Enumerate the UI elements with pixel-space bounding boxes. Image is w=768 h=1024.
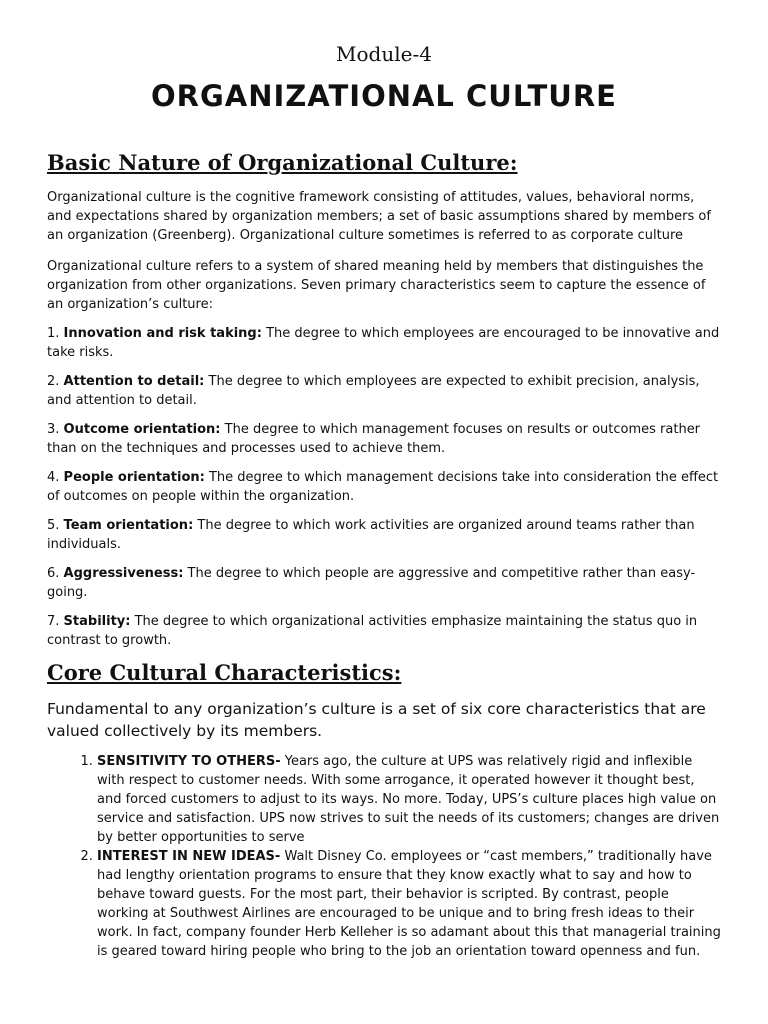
item-number: 7. [47, 614, 60, 629]
item-description: The degree to which work activities are organized around teams rather than individuals. [47, 518, 695, 552]
list-item [47, 468, 721, 506]
list-item [47, 420, 721, 458]
list-item [97, 752, 721, 847]
item-description: The degree to which employees are expected to exhibit precision, analysis, and attention to detail. [47, 374, 700, 408]
list-item [47, 612, 721, 650]
item-number: 5. [47, 518, 60, 533]
item-description: Walt Disney Co. employees or “cast members,” traditionally have had lengthy orientation programs to ensure that they know exactly what to say and how to behave toward guests. For the most part, their behavior is scripted. By contrast, people working at Southwest Airlines are encouraged to be unique and to bring fresh ideas to their work. In fact, company founder Herb Kelleher is so adamant about this that managerial training is geared toward hiring people who bring to the job an orientation toward openness and fun. [97, 849, 721, 959]
item-description: The degree to which management focuses on results or outcomes rather than on the techniques and processes used to achieve them. [47, 422, 701, 456]
item-term: People orientation: [63, 470, 205, 485]
item-number: 4. [47, 470, 60, 485]
item-description: The degree to which management decisions take into consideration the effect of outcomes on people within the organization. [47, 470, 719, 504]
item-term: Team orientation: [63, 518, 194, 533]
paragraph-definition: Organizational culture is the cognitive framework consisting of attitudes, values, behavioral norms, and expectations shared by organization members; a set of basic assumptions shared by members of an organization (Greenberg). Organizational culture sometimes is referred to as corporate culture [47, 190, 711, 243]
core-characteristics-list [47, 752, 721, 961]
item-description: Years ago, the culture at UPS was relatively rigid and inflexible with respect to customer needs. With some arrogance, it operated however it thought best, and forced customers to adjust to its ways. No more. Today, UPS’s culture places high value on service and satisfaction. UPS now strives to suit the needs of its customers; changes are driven by better opportunities to serve [97, 754, 720, 845]
item-description: The degree to which employees are encouraged to be innovative and take risks. [47, 326, 720, 360]
list-item [47, 564, 721, 602]
item-number: 1. [47, 326, 60, 341]
item-term: Innovation and risk taking: [63, 326, 262, 341]
item-term: Attention to detail: [63, 374, 205, 389]
item-term: Outcome orientation: [63, 422, 221, 437]
item-number: 2. [47, 374, 60, 389]
item-description: The degree to which people are aggressive and competitive rather than easy-going. [47, 566, 696, 600]
paragraph-shared-meaning: Organizational culture refers to a system of shared meaning held by members that distinguishes the organization from other organizations. Seven primary characteristics seem to capture the essence of an organization’s culture: [47, 259, 706, 312]
list-item [47, 372, 721, 410]
item-number: 3. [47, 422, 60, 437]
list-item [47, 324, 721, 362]
characteristics-list [47, 324, 721, 650]
item-description: The degree to which organizational activities emphasize maintaining the status quo in contrast to growth. [47, 614, 698, 648]
item-number: 6. [47, 566, 60, 581]
item-term: INTEREST IN NEW IDEAS- [97, 849, 281, 864]
module-label: Module-4 [336, 42, 432, 66]
list-item [47, 516, 721, 554]
section-heading-basic-nature: Basic Nature of Organizational Culture: [47, 150, 518, 175]
section-heading-core-characteristics: Core Cultural Characteristics: [47, 660, 402, 685]
item-term: SENSITIVITY TO OTHERS- [97, 754, 281, 769]
item-term: Aggressiveness: [63, 566, 184, 581]
paragraph-core-intro: Fundamental to any organization’s culture is a set of six core characteristics that are valued collectively by its members. [47, 700, 706, 740]
page-title: ORGANIZATIONAL CULTURE [150, 79, 617, 113]
item-term: Stability: [63, 614, 131, 629]
list-item [97, 847, 721, 961]
